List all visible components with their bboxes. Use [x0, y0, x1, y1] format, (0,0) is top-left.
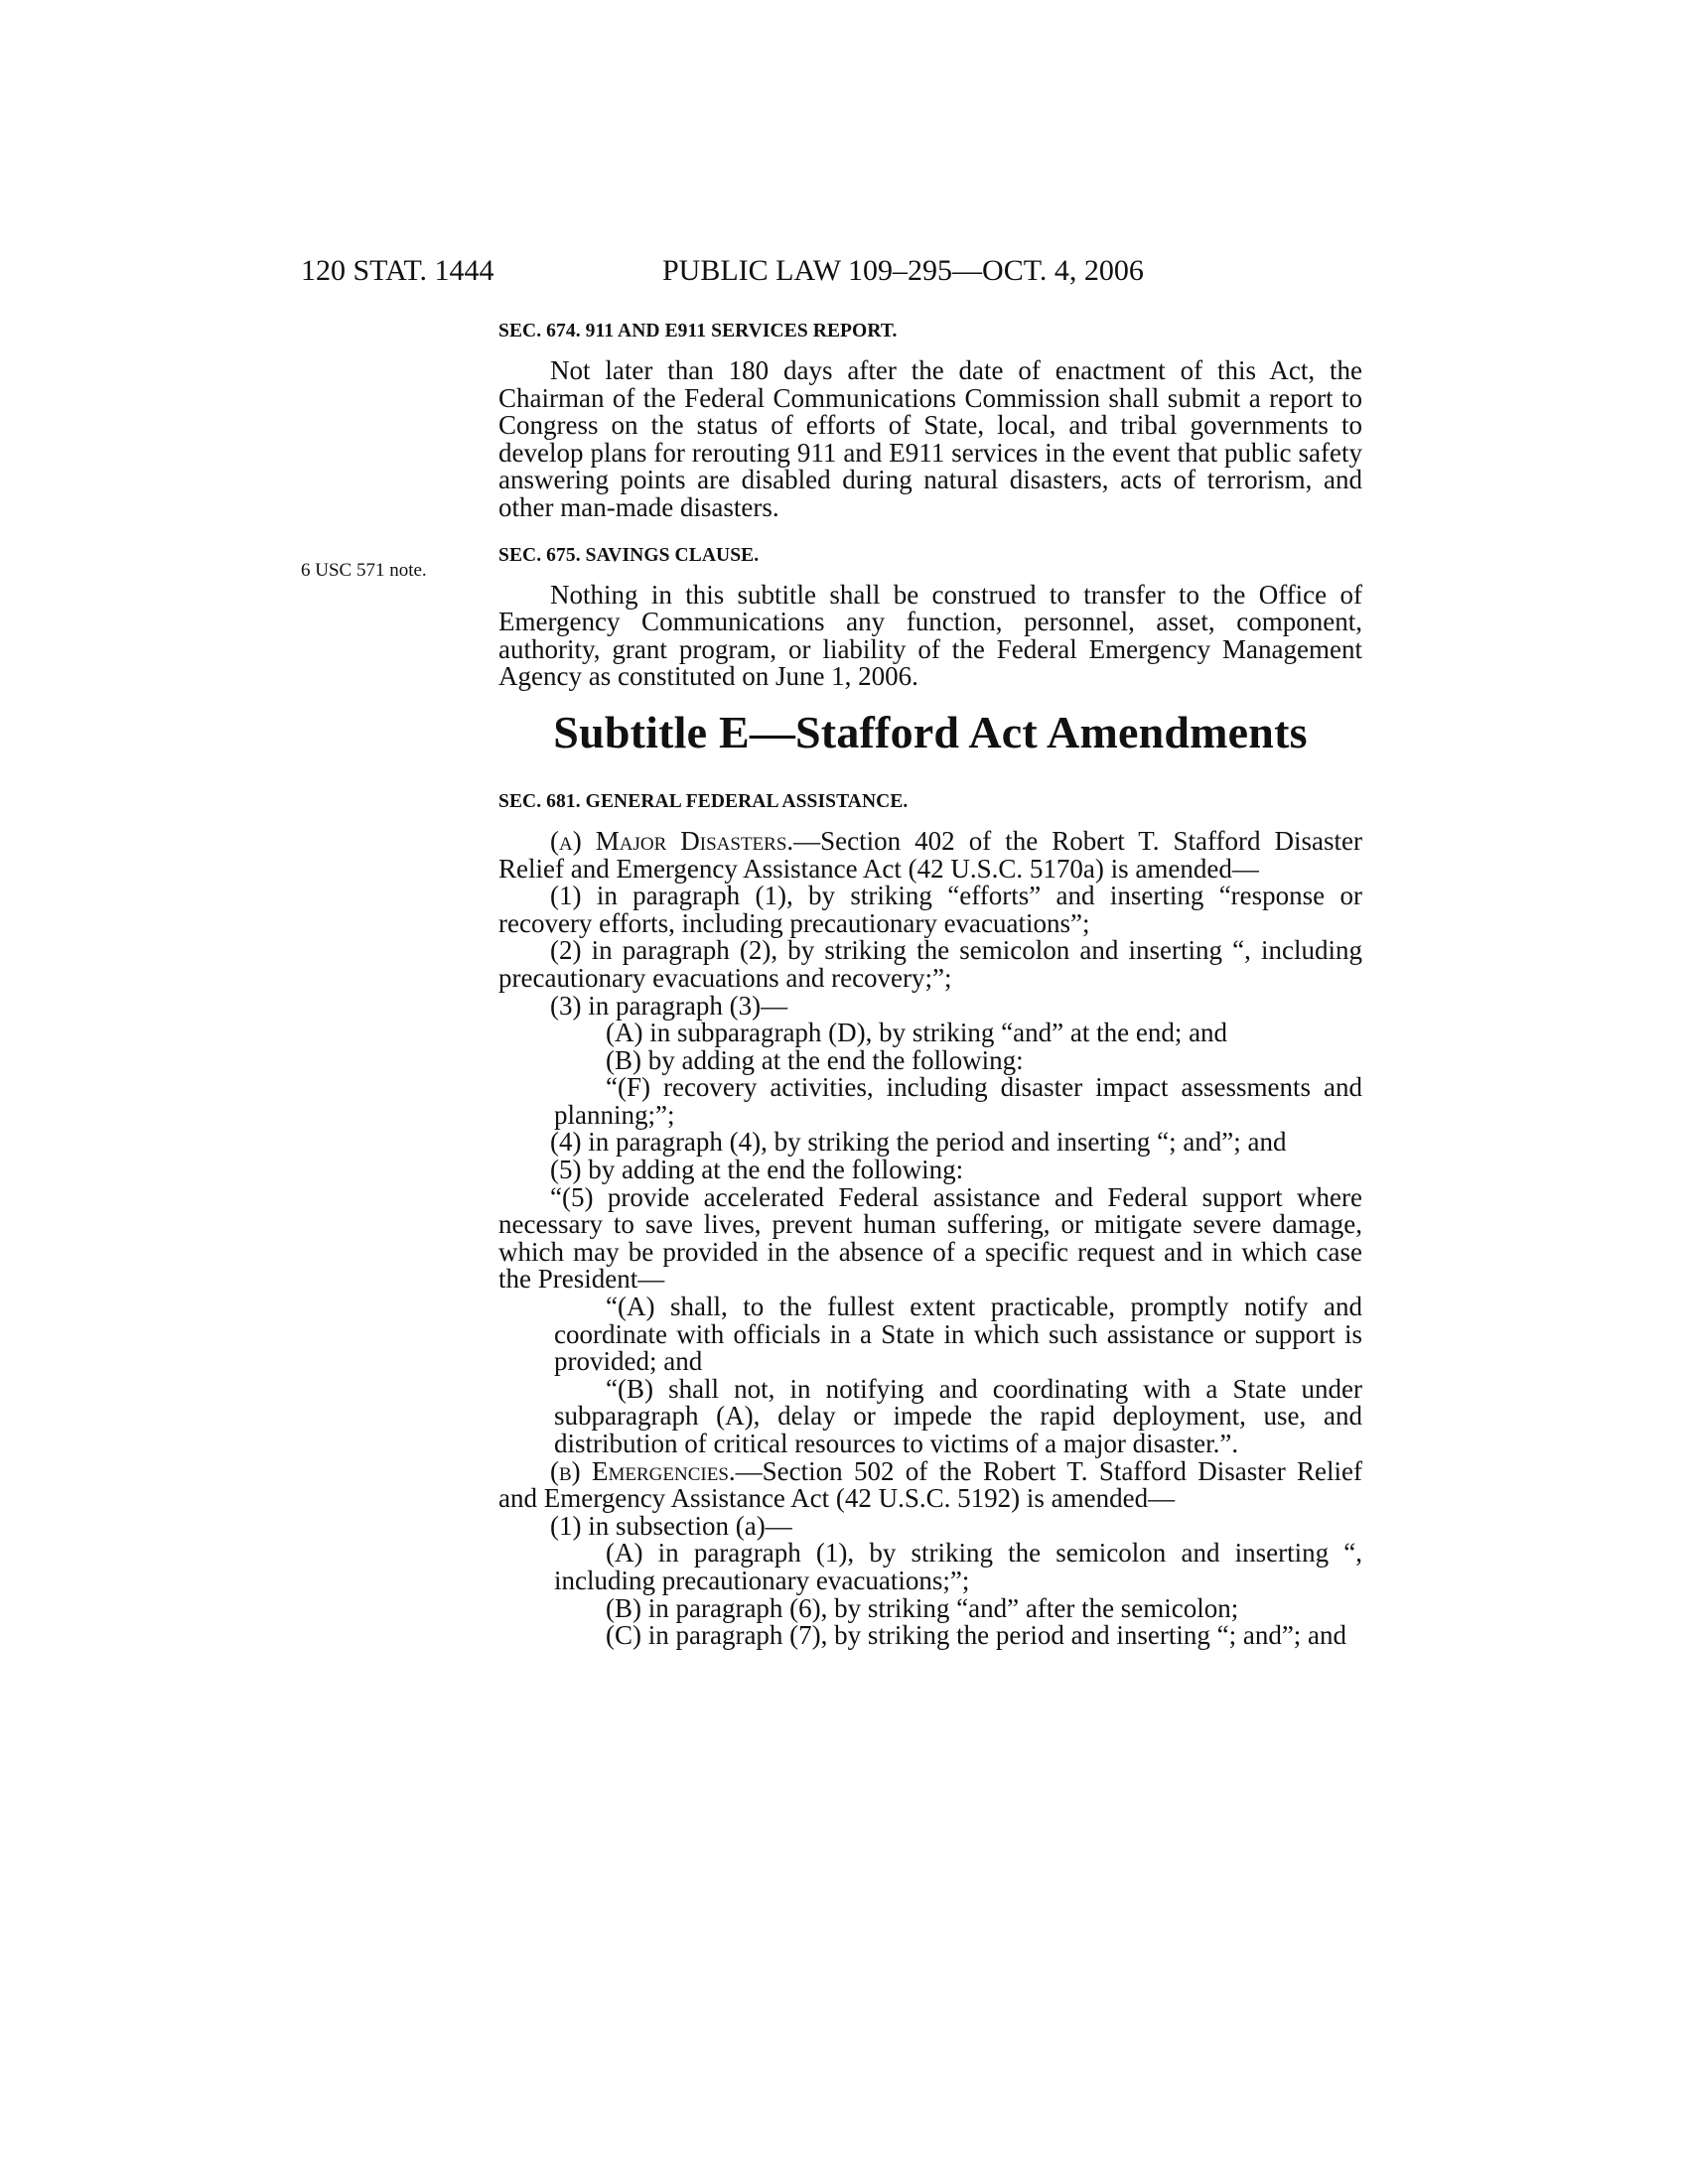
paragraph-a3: (3) in paragraph (3)—: [550, 990, 788, 1021]
paragraph-b1: (1) in subsection (a)—: [550, 1510, 792, 1541]
statute-page-number: 120 STAT. 1444: [301, 254, 494, 287]
subparagraph-b1B: (B) in paragraph (6), by striking “and” after the semicolon;: [606, 1592, 1239, 1623]
subparagraph-a3B: (B) by adding at the end the following:: [606, 1044, 1024, 1075]
subsection-b: [498, 1455, 1362, 1514]
public-law-citation: PUBLIC LAW 109–295—OCT. 4, 2006: [662, 254, 1144, 287]
subsection-b-label: (b) Emergencies.: [550, 1455, 736, 1486]
quoted-a5B: “(B) shall not, in notifying and coordinating with a State under subparagraph (A), delay or impede the rapid deployment, use, and distribution of critical resources to victims of a major disaster.”.: [554, 1373, 1362, 1458]
section-674-heading: SEC. 674. 911 AND E911 SERVICES REPORT.: [498, 321, 898, 341]
text-column: [498, 320, 1362, 1650]
section-675-body: Nothing in this subtitle shall be construed to transfer to the Office of Emergency Communications any function, personnel, asset, component, authority, grant program, or liability of the Federal Emergency Management Agency as constituted on June 1, 2006.: [498, 579, 1362, 692]
subparagraph-a3A: (A) in subparagraph (D), by striking “and” at the end; and: [606, 1018, 1228, 1048]
quoted-a3F: “(F) recovery activities, including disaster impact assessments and planning;”;: [554, 1072, 1362, 1130]
section-674-body: Not later than 180 days after the date of enactment of this Act, the Chairman of the Federal Communications Commission shall submit a report to Congress on the status of efforts of State, local, and tribal governments to develop plans for rerouting 911 and E911 services in the event that public safety answering points are disabled during natural disasters, acts of terrorism, and other man-made disasters.: [498, 355, 1362, 522]
subsection-a-label: (a) Major Disasters.: [550, 825, 794, 856]
paragraph-a1: (1) in paragraph (1), by striking “efforts” and inserting “response or recovery efforts, including precautionary evacuations”;: [498, 881, 1362, 938]
subsection-b-text: —Section 502 of the Robert T. Stafford Disaster Relief and Emergency Assistance Act (42 U.S.C. 5192) is amended—: [498, 1455, 1362, 1514]
margin-note: 6 USC 571 note.: [301, 560, 427, 581]
quoted-a5A: “(A) shall, to the fullest extent practicable, promptly notify and coordinate with officials in a State in which such assistance or support is provided; and: [554, 1292, 1362, 1377]
paragraph-a5: (5) by adding at the end the following:: [550, 1155, 964, 1185]
subparagraph-b1A: (A) in paragraph (1), by striking the semicolon and inserting “, including precautionary evacuations;”;: [554, 1538, 1362, 1595]
subparagraph-b1C: (C) in paragraph (7), by striking the period and inserting “; and”; and: [606, 1620, 1347, 1651]
quoted-a5: “(5) provide accelerated Federal assistance and Federal support where necessary to save lives, prevent human suffering, or mitigate severe damage, which may be provided in the absence of a specific request and in which case the President—: [498, 1181, 1362, 1295]
section-681-heading: SEC. 681. GENERAL FEDERAL ASSISTANCE.: [498, 790, 909, 812]
subsection-a-text: —Section 402 of the Robert T. Stafford Disaster Relief and Emergency Assistance Act (42 U.S.C. 5170a) is amended—: [498, 825, 1362, 884]
paragraph-a4: (4) in paragraph (4), by striking the period and inserting “; and”; and: [550, 1127, 1287, 1158]
subsection-a: [498, 825, 1362, 884]
subtitle-heading: Subtitle E—Stafford Act Amendments: [553, 706, 1308, 757]
section-675-heading: SEC. 675. SAVINGS CLAUSE.: [498, 544, 760, 566]
paragraph-a2: (2) in paragraph (2), by striking the semicolon and inserting “, including precautionary evacuations and recovery;”;: [498, 935, 1362, 993]
